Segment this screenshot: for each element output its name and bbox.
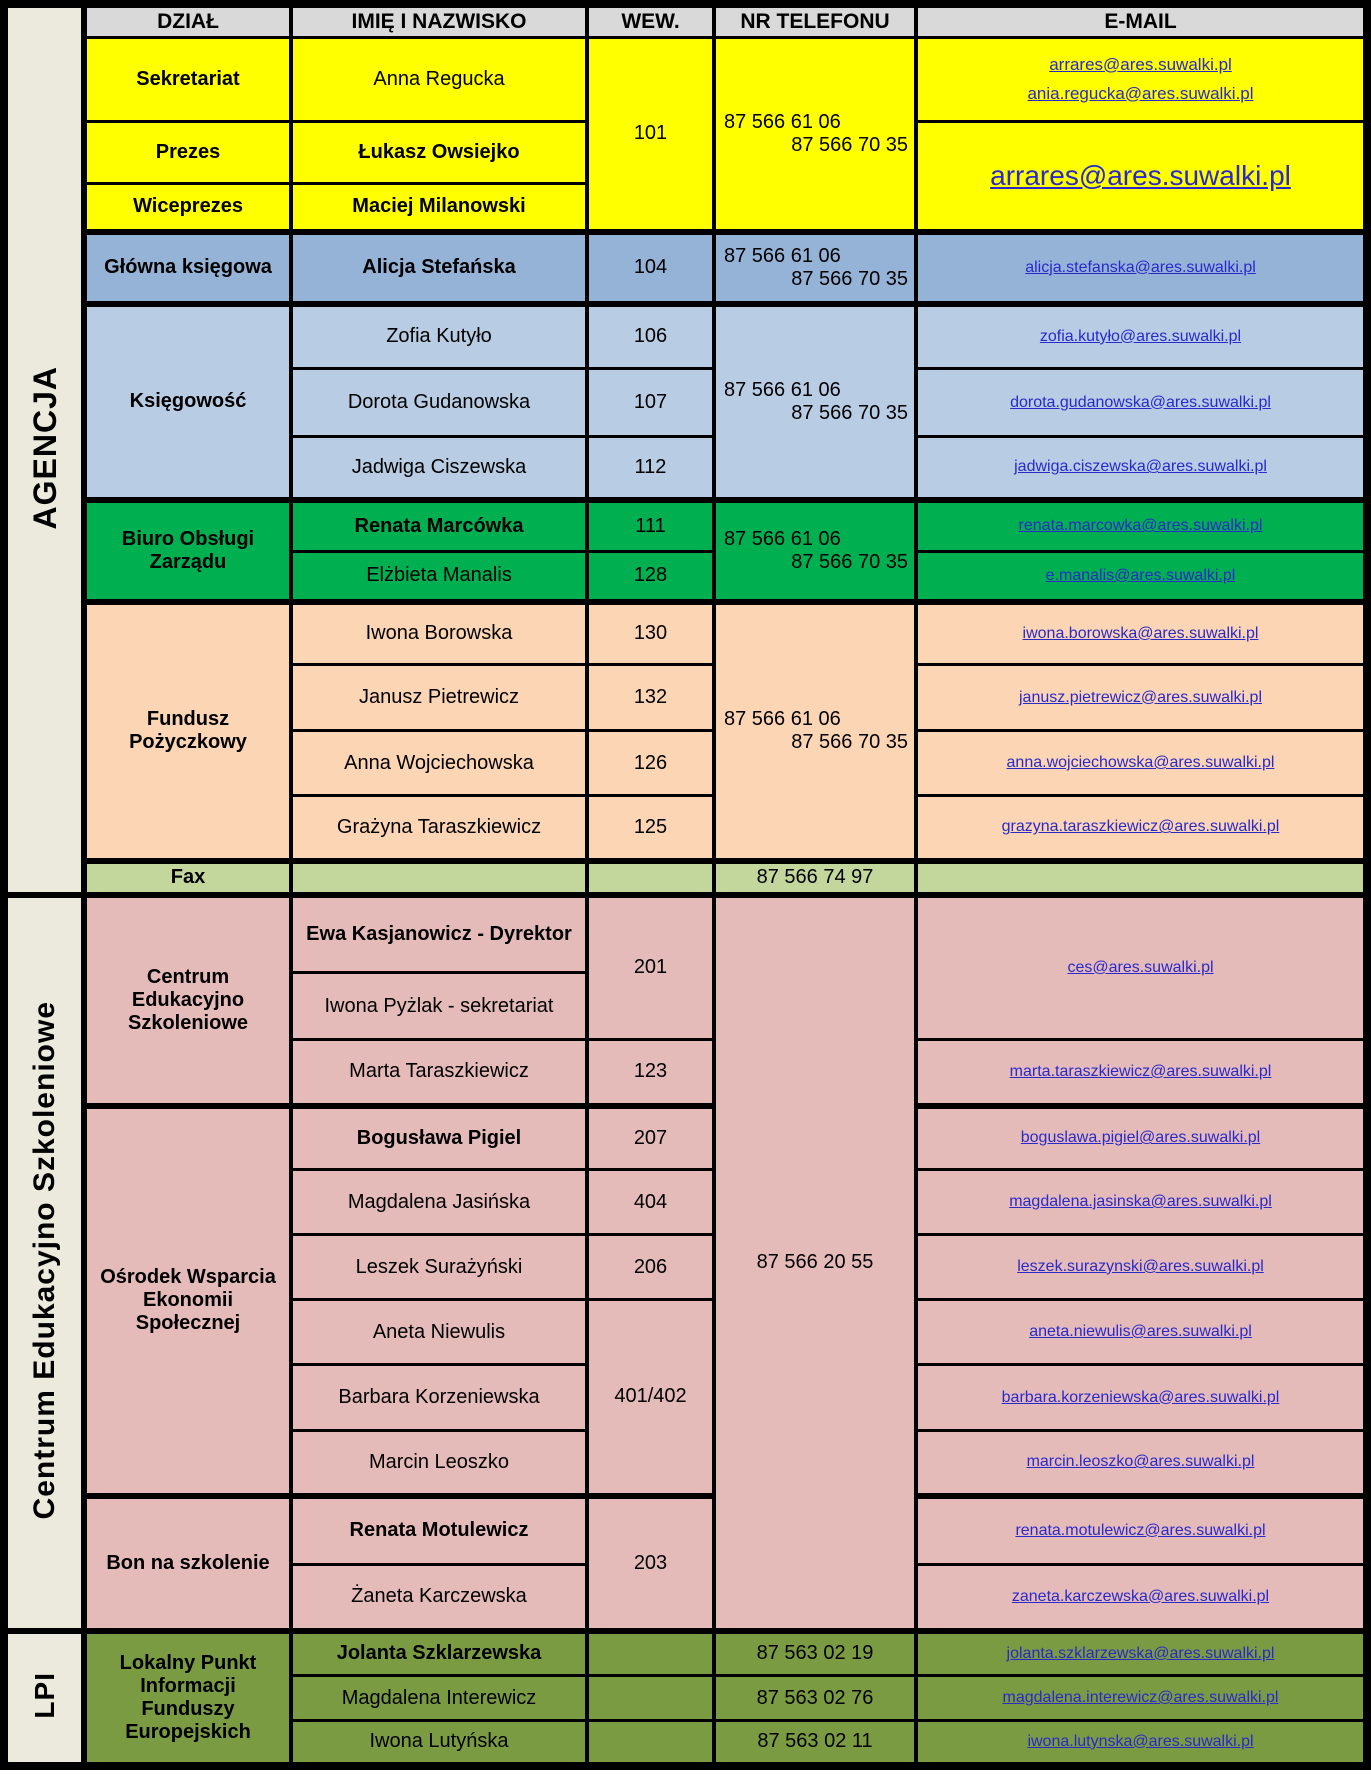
name-cell: Elżbieta Manalis xyxy=(291,552,587,602)
name-cell: Dorota Gudanowska xyxy=(291,369,587,437)
email-link[interactable]: zofia.kutyło@ares.suwalki.pl xyxy=(1039,327,1242,345)
phone-line: 87 566 61 06 xyxy=(724,527,841,550)
dzial-label: Ośrodek Wsparcia Ekonomii Społecznej xyxy=(100,1266,276,1334)
phone-line: 87 566 70 35 xyxy=(791,731,908,753)
phone-cell xyxy=(714,38,916,232)
phone-cell: 87 563 02 76 xyxy=(714,1676,916,1721)
email-cell xyxy=(916,1300,1367,1365)
email-cell xyxy=(916,895,1367,1040)
group-label-lpi: LPI xyxy=(28,1671,60,1719)
dzial-cell: Wiceprezes xyxy=(84,184,291,232)
email-cell xyxy=(916,122,1367,232)
wew-cell xyxy=(587,1676,714,1721)
phone-cell: 87 563 02 19 xyxy=(714,1631,916,1676)
group-label-agencja: AGENCJA xyxy=(26,365,63,529)
email-link[interactable]: renata.motulewicz@ares.suwalki.pl xyxy=(1015,1521,1266,1539)
wew-cell: 401/402 xyxy=(587,1300,714,1496)
email-cell xyxy=(916,1365,1367,1431)
phone-line: 87 566 61 06 xyxy=(724,110,841,133)
name-cell: Grażyna Taraszkiewicz xyxy=(291,796,587,861)
email-cell xyxy=(916,665,1367,731)
phone-line: 87 566 61 06 xyxy=(724,378,841,401)
email-cell xyxy=(916,731,1367,796)
name-cell: Barbara Korzeniewska xyxy=(291,1365,587,1431)
email-link[interactable]: arrares@ares.suwalki.pl xyxy=(990,159,1291,191)
email-cell xyxy=(916,1496,1367,1565)
email-cell xyxy=(916,38,1367,122)
email-cell xyxy=(916,369,1367,437)
wew-cell: 106 xyxy=(587,304,714,369)
email-cell xyxy=(916,500,1367,552)
name-cell xyxy=(291,861,587,895)
email-cell xyxy=(916,232,1367,304)
name-cell: Iwona Pyżlak - sekretariat xyxy=(291,973,587,1040)
email-link[interactable]: leszek.surazynski@ares.suwalki.pl xyxy=(1017,1258,1264,1275)
wew-cell: 404 xyxy=(587,1170,714,1235)
email-link[interactable]: janusz.pietrewicz@ares.suwalki.pl xyxy=(1019,688,1262,706)
dzial-cell: Biuro Obsługi Zarządu xyxy=(84,500,291,602)
email-link[interactable]: aneta.niewulis@ares.suwalki.pl xyxy=(1029,1323,1252,1340)
name-cell: Alicja Stefańska xyxy=(291,232,587,304)
wew-cell: 111 xyxy=(587,500,714,552)
email-cell xyxy=(916,1235,1367,1300)
email-link[interactable]: barbara.korzeniewska@ares.suwalki.pl xyxy=(1001,1388,1280,1406)
phone-line: 87 566 70 35 xyxy=(791,267,908,290)
phone-cell: 87 566 74 97 xyxy=(714,861,916,895)
dzial-cell: Prezes xyxy=(84,122,291,184)
wew-cell: 130 xyxy=(587,602,714,665)
wew-cell: 126 xyxy=(587,731,714,796)
wew-cell: 112 xyxy=(587,437,714,500)
group-band-agencja xyxy=(4,4,84,895)
email-cell xyxy=(916,304,1367,369)
email-cell xyxy=(916,552,1367,602)
name-cell: Magdalena Interewicz xyxy=(291,1676,587,1721)
name-cell: Janusz Pietrewicz xyxy=(291,665,587,731)
table-row xyxy=(4,895,1367,973)
email-link[interactable]: marta.taraszkiewicz@ares.suwalki.pl xyxy=(1009,1062,1272,1080)
table-row xyxy=(4,232,1367,304)
phone-line: 87 566 70 35 xyxy=(791,133,908,156)
email-link[interactable]: jadwiga.ciszewska@ares.suwalki.pl xyxy=(1014,458,1267,476)
email-cell xyxy=(916,1631,1367,1676)
wew-cell: 203 xyxy=(587,1496,714,1631)
email-cell xyxy=(916,1106,1367,1170)
name-cell: Anna Regucka xyxy=(291,38,587,122)
name-cell: Jadwiga Ciszewska xyxy=(291,437,587,500)
phone-cell: 87 566 20 55 xyxy=(714,895,916,1631)
email-link[interactable]: grazyna.taraszkiewicz@ares.suwalki.pl xyxy=(1001,818,1280,836)
table-row xyxy=(4,1631,1367,1676)
table-row xyxy=(4,500,1367,552)
email-link[interactable]: e.manalis@ares.suwalki.pl xyxy=(1045,566,1236,584)
email-link[interactable]: iwona.borowska@ares.suwalki.pl xyxy=(1022,624,1259,642)
email-link[interactable]: jolanta.szklarzewska@ares.suwalki.pl xyxy=(1006,1644,1275,1662)
phone-line: 87 566 61 06 xyxy=(724,244,841,267)
email-cell xyxy=(916,1040,1367,1106)
name-cell: Iwona Lutyńska xyxy=(291,1721,587,1766)
header-row xyxy=(4,4,1367,38)
wew-cell: 207 xyxy=(587,1106,714,1170)
wew-cell xyxy=(587,861,714,895)
dzial-cell: Główna księgowa xyxy=(84,232,291,304)
phone-line: 87 566 70 35 xyxy=(791,550,908,573)
dzial-cell: Sekretariat xyxy=(84,38,291,122)
table-row xyxy=(4,1496,1367,1565)
name-cell: Leszek Surażyński xyxy=(291,1235,587,1300)
name-cell: Zofia Kutyło xyxy=(291,304,587,369)
email-cell xyxy=(916,1565,1367,1631)
name-cell: Jolanta Szklarzewska xyxy=(291,1631,587,1676)
email-link[interactable]: magdalena.interewicz@ares.suwalki.pl xyxy=(1002,1689,1279,1706)
name-cell: Bogusława Pigiel xyxy=(291,1106,587,1170)
email-cell xyxy=(916,861,1367,895)
wew-cell: 125 xyxy=(587,796,714,861)
table-row xyxy=(4,304,1367,369)
email-link[interactable]: zaneta.karczewska@ares.suwalki.pl xyxy=(1011,1587,1270,1605)
name-cell: Renata Marcówka xyxy=(291,500,587,552)
name-cell: Renata Motulewicz xyxy=(291,1496,587,1565)
name-cell: Łukasz Owsiejko xyxy=(291,122,587,184)
email-cell xyxy=(916,1170,1367,1235)
email-link[interactable]: arrares@ares.suwalki.pl xyxy=(1049,54,1232,74)
phone-cell xyxy=(714,500,916,602)
phone-line: 87 566 61 06 xyxy=(724,708,841,730)
name-cell: Marta Taraszkiewicz xyxy=(291,1040,587,1106)
email-cell xyxy=(916,1721,1367,1766)
name-cell: Maciej Milanowski xyxy=(291,184,587,232)
wew-cell: 128 xyxy=(587,552,714,602)
wew-cell: 104 xyxy=(587,232,714,304)
email-link[interactable]: alicja.stefanska@ares.suwalki.pl xyxy=(1025,258,1256,276)
email-cell xyxy=(916,437,1367,500)
fax-row xyxy=(4,861,1367,895)
email-cell xyxy=(916,602,1367,665)
email-link[interactable]: anna.wojciechowska@ares.suwalki.pl xyxy=(1006,754,1275,771)
name-cell: Anna Wojciechowska xyxy=(291,731,587,796)
email-cell xyxy=(916,1676,1367,1721)
email-link[interactable]: iwona.lutynska@ares.suwalki.pl xyxy=(1027,1732,1254,1750)
email-link[interactable]: boguslawa.pigiel@ares.suwalki.pl xyxy=(1020,1129,1261,1147)
email-cell xyxy=(916,1431,1367,1496)
col-header-wew: WEW. xyxy=(587,4,714,38)
col-header-imie-nazwisko: IMIĘ I NAZWISKO xyxy=(291,4,587,38)
email-link[interactable]: dorota.gudanowska@ares.suwalki.pl xyxy=(1010,393,1271,411)
dzial-label: Lokalny Punkt Informacji Funduszy Europejskich xyxy=(119,1651,257,1743)
email-link[interactable]: marcin.leoszko@ares.suwalki.pl xyxy=(1026,1453,1255,1471)
name-cell: Iwona Borowska xyxy=(291,602,587,665)
group-label-centrum: Centrum Edukacyjno Szkoleniowe xyxy=(27,1000,61,1520)
table-row xyxy=(4,38,1367,122)
dzial-label: Centrum Edukacyjno Szkoleniowe xyxy=(127,965,249,1034)
email-link[interactable]: ania.regucka@ares.suwalki.pl xyxy=(1027,83,1254,103)
dzial-cell: Fax xyxy=(84,861,291,895)
name-cell: Magdalena Jasińska xyxy=(291,1170,587,1235)
phone-cell xyxy=(714,232,916,304)
wew-cell: 107 xyxy=(587,369,714,437)
wew-cell: 206 xyxy=(587,1235,714,1300)
phone-line: 87 566 70 35 xyxy=(791,401,908,424)
group-band-lpi xyxy=(4,1631,84,1766)
email-cell xyxy=(916,796,1367,861)
email-link[interactable]: ces@ares.suwalki.pl xyxy=(1067,958,1214,976)
phone-cell: 87 563 02 11 xyxy=(714,1721,916,1766)
wew-cell: 132 xyxy=(587,665,714,731)
wew-cell xyxy=(587,1721,714,1766)
col-header-email: E-MAIL xyxy=(916,4,1367,38)
col-header-dzial: DZIAŁ xyxy=(84,4,291,38)
name-cell: Ewa Kasjanowicz - Dyrektor xyxy=(291,895,587,973)
wew-cell: 123 xyxy=(587,1040,714,1106)
table-row xyxy=(4,1106,1367,1170)
group-band-centrum xyxy=(4,895,84,1631)
dzial-cell xyxy=(84,895,291,1106)
phone-cell xyxy=(714,304,916,500)
email-link[interactable]: magdalena.jasinska@ares.suwalki.pl xyxy=(1009,1193,1272,1210)
col-header-nr-telefonu: NR TELEFONU xyxy=(714,4,916,38)
wew-cell xyxy=(587,1631,714,1676)
name-cell: Żaneta Karczewska xyxy=(291,1565,587,1631)
dzial-cell xyxy=(84,1106,291,1496)
dzial-cell: Bon na szkolenie xyxy=(84,1496,291,1631)
dzial-cell: Księgowość xyxy=(84,304,291,500)
phone-cell xyxy=(714,602,916,861)
dzial-cell xyxy=(84,1631,291,1766)
name-cell: Marcin Leoszko xyxy=(291,1431,587,1496)
name-cell: Aneta Niewulis xyxy=(291,1300,587,1365)
dzial-cell: Fundusz Pożyczkowy xyxy=(84,602,291,861)
table-row xyxy=(4,602,1367,665)
email-link[interactable]: renata.marcowka@ares.suwalki.pl xyxy=(1018,517,1263,535)
wew-cell: 201 xyxy=(587,895,714,1040)
wew-cell: 101 xyxy=(587,38,714,232)
